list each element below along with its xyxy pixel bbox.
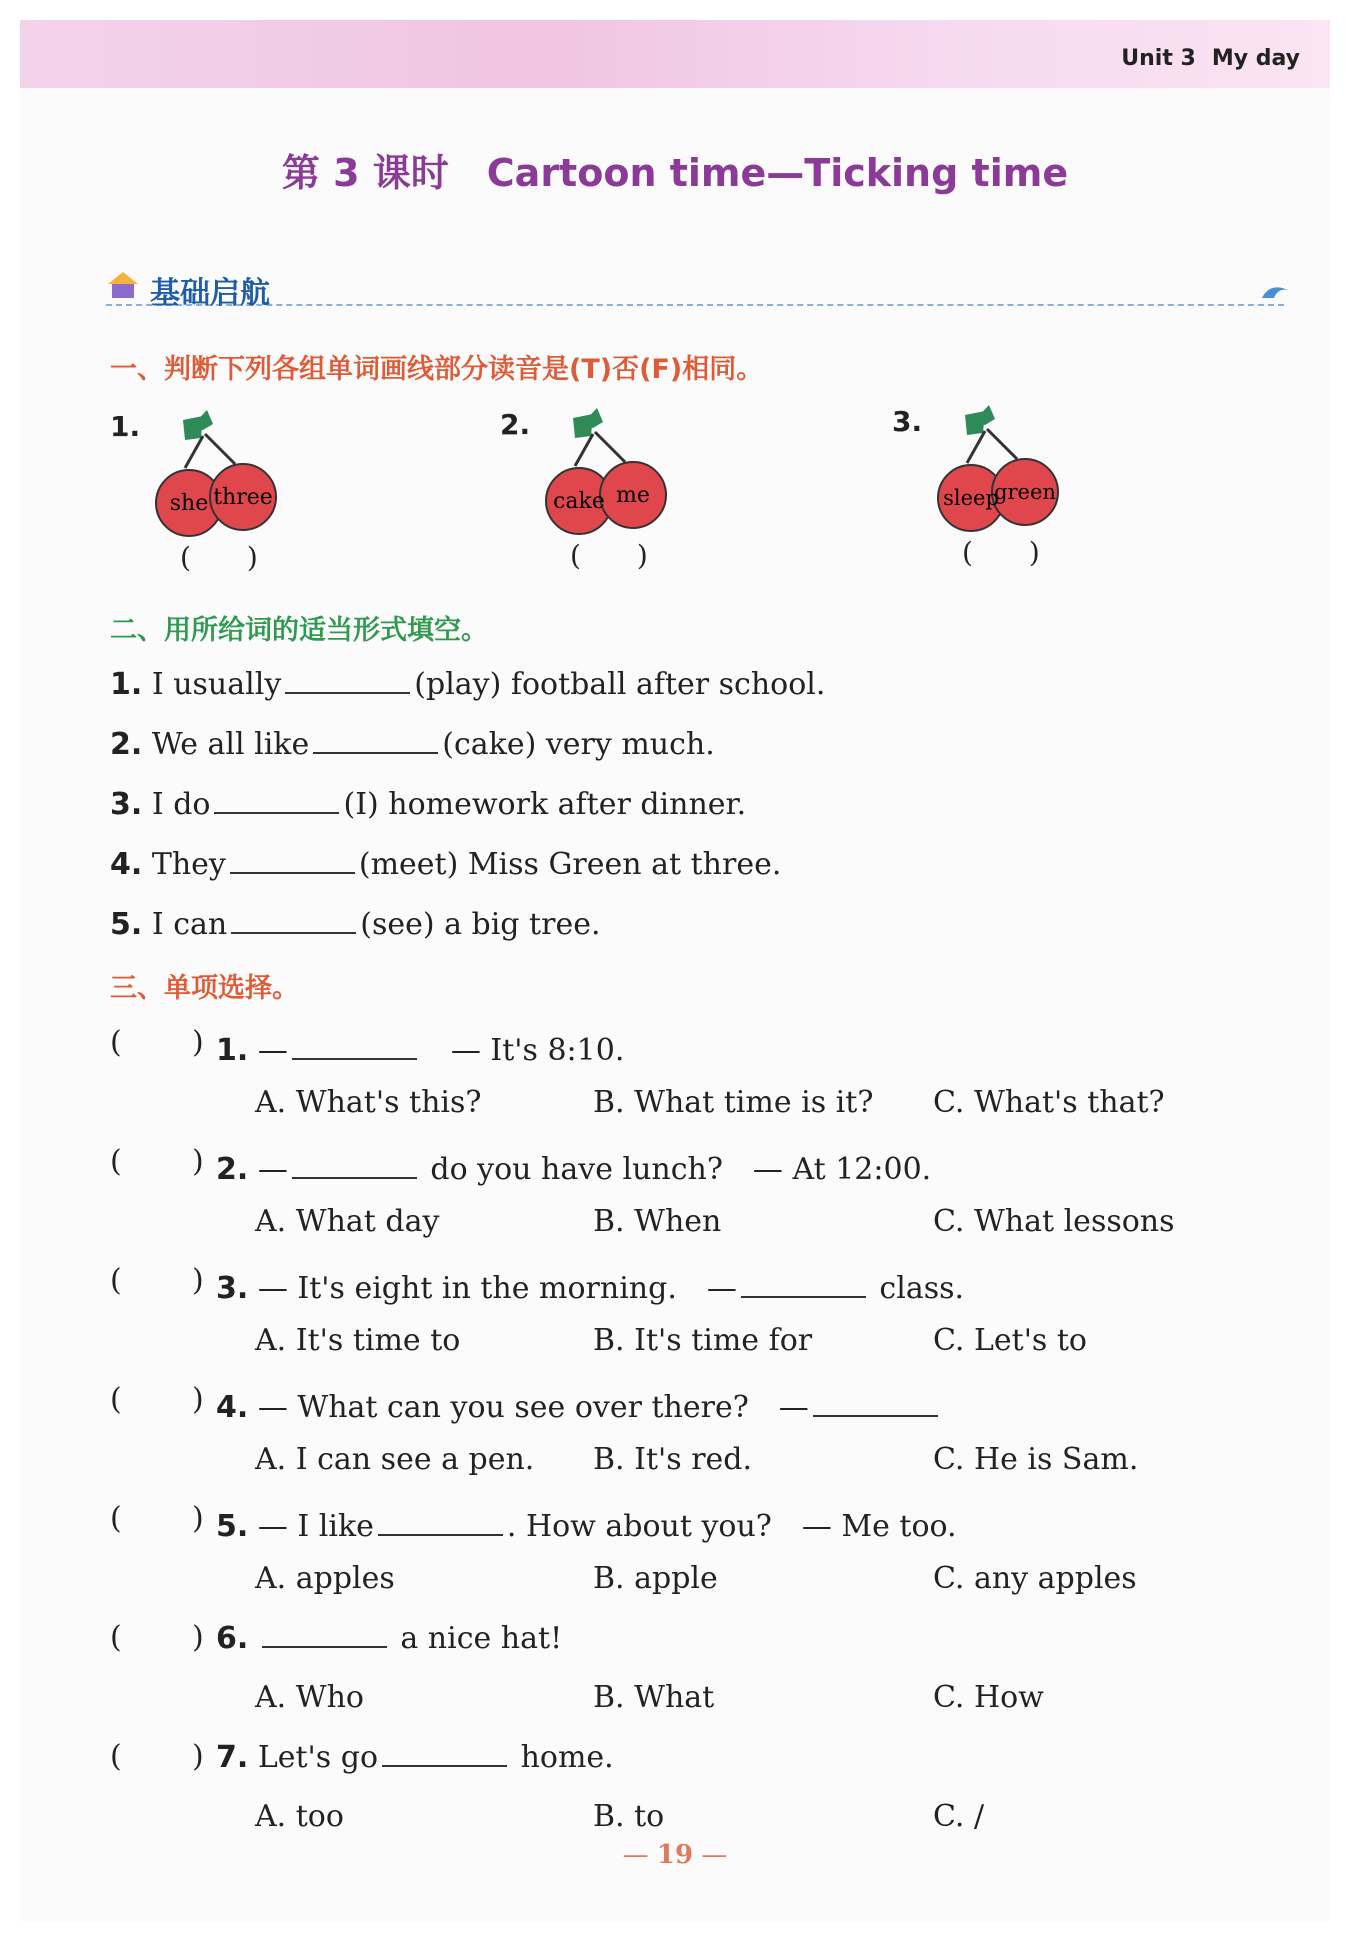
option-b[interactable]: B. What [593,1680,715,1715]
mc-question-5: ( ) 5. — I like . How about you? — Me too. [110,1501,957,1544]
lesson-title: 第 3 课时 Cartoon time—Ticking time [281,151,1069,195]
answer-blank[interactable] [214,786,339,814]
cherry-item-2 [500,408,680,572]
answer-paren[interactable]: ( ) [962,536,1040,569]
options-5 [255,1561,1350,1605]
option-c[interactable]: C. He is Sam. [933,1442,1139,1477]
svg-text:sleep: sleep [943,486,999,510]
option-a[interactable]: A. too [255,1799,344,1834]
answer-blank[interactable] [813,1389,938,1417]
options-1 [255,1085,1350,1129]
option-b[interactable]: B. It's red. [593,1442,753,1477]
section-label: 基础启航 [150,276,270,311]
section-header [106,268,1284,311]
answer-paren[interactable]: ( ) [570,539,648,572]
option-b[interactable]: B. It's time for [593,1323,813,1358]
item-number: 1. [110,410,141,443]
unit-label: Unit 3 [1121,46,1196,71]
option-a[interactable]: A. What's this? [255,1085,482,1120]
fill-item-1: 1. I usually (play) football after school. [110,667,826,702]
cherry-icon [937,405,1077,535]
option-c[interactable]: C. What's that? [933,1085,1165,1120]
options-3 [255,1323,1350,1367]
option-a[interactable]: A. What day [255,1204,440,1239]
cherry-item-1 [110,410,290,574]
fill-item-5: 5. I can (see) a big tree. [110,907,601,942]
answer-blank[interactable] [378,1508,503,1536]
mc-question-4: ( ) 4. — What can you see over there? — [110,1382,1240,1426]
mc-question-3: ( ) 3. — It's eight in the morning. — class. [110,1263,965,1306]
answer-blank[interactable] [313,726,438,754]
option-a[interactable]: A. It's time to [255,1323,461,1358]
option-a[interactable]: A. I can see a pen. [255,1442,535,1477]
answer-blank[interactable] [262,1620,387,1648]
fill-item-2: 2. We all like (cake) very much. [110,727,715,762]
house-icon [106,270,140,300]
option-c[interactable]: C. Let's to [933,1323,1087,1358]
option-c[interactable]: C. What lessons [933,1204,1175,1239]
mc-question-6: ( ) 6. a nice hat! [110,1620,563,1656]
fill-item-4: 4. They (meet) Miss Green at three. [110,847,782,882]
svg-text:green: green [994,480,1056,504]
options-6 [255,1680,1350,1724]
answer-blank[interactable] [741,1270,866,1298]
item-number: 3. [892,405,923,438]
option-c[interactable]: C. any apples [933,1561,1137,1596]
answer-paren-open[interactable]: ( [110,1025,122,1060]
cherry-word-right: three [213,485,273,510]
answer-blank[interactable] [230,846,355,874]
mc-question-2: ( ) 2. — do you have lunch? — At 12:00. [110,1144,932,1187]
answer-blank[interactable] [292,1151,417,1179]
item-number: 2. [500,408,531,441]
option-b[interactable]: B. When [593,1204,722,1239]
option-a[interactable]: A. Who [255,1680,364,1715]
answer-blank[interactable] [231,906,356,934]
answer-blank[interactable] [382,1739,507,1767]
options-4 [255,1442,1350,1486]
svg-text:cake: cake [553,489,605,514]
unit-tag [1121,46,1300,71]
fill-item-3: 3. I do (I) homework after dinner. [110,787,747,822]
cherry-word-left: she [169,491,209,516]
mc-question-7: ( ) 7. Let's go home. [110,1739,614,1775]
options-2 [255,1204,1350,1248]
option-a[interactable]: A. apples [255,1561,395,1596]
wave-icon [1260,278,1290,302]
cherry-item-3 [892,405,1072,569]
option-c[interactable]: C. How [933,1680,1044,1715]
part2-heading: 二、用所给词的适当形式填空。 [110,615,488,646]
page-number: — 19 — [622,1840,728,1870]
options-7 [255,1799,1350,1843]
mc-question-1: ( ) 1. — — It's 8:10. [110,1025,625,1068]
answer-blank[interactable] [292,1032,417,1060]
option-b[interactable]: B. apple [593,1561,718,1596]
cherry-icon [155,410,295,540]
answer-blank[interactable] [285,666,410,694]
option-b[interactable]: B. What time is it? [593,1085,874,1120]
cherry-icon [545,408,685,538]
answer-paren[interactable]: ( ) [180,541,258,574]
part3-heading: 三、单项选择。 [110,973,299,1004]
option-c[interactable]: C. / [933,1799,985,1834]
option-b[interactable]: B. to [593,1799,665,1834]
svg-text:me: me [616,483,650,508]
unit-title: My day [1211,46,1300,71]
part1-heading: 一、判断下列各组单词画线部分读音是(T)否(F)相同。 [110,354,764,385]
